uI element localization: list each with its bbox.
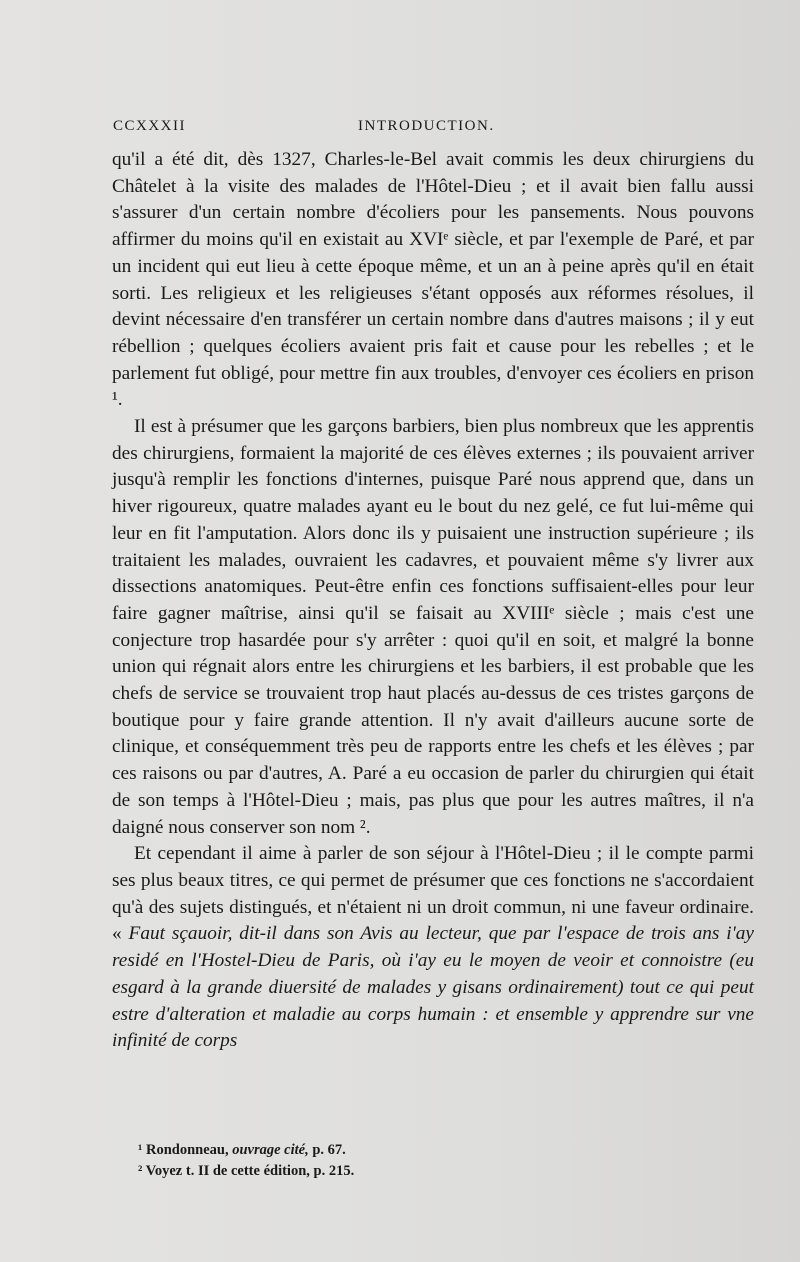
footnote-1 (138, 1140, 698, 1161)
paragraph-1: qu'il a été dit, dès 1327, Charles-le-Bel avait commis les deux chirurgiens du Châtelet à la visite des malades de l'Hôtel-Dieu ; et il avait bien fallu aussi s'assurer d'un certain nombre d'écoliers pour les pansements. Nous pouvons affirmer du moins qu'il en existait au XVIᵉ siècle, et par l'exemple de Paré, et par un incident qui eut lieu à cette époque même, et un an à peine après qu'il en était sorti. Les religieux et les religieuses s'étant opposés aux réformes résolues, il devint nécessaire d'en transférer un certain nombre dans d'autres maisons ; il y eut rébellion ; quelques écoliers avaient pris fait et cause pour les rebelles ; et le parlement fut obligé, pour mettre fin aux troubles, d'envoyer ces écoliers en prison ¹. (112, 149, 754, 411)
footnote-1-page: p. 67. (312, 1142, 346, 1158)
footnote-2-mark: ² (138, 1163, 143, 1179)
paragraph-2: Il est à présumer que les garçons barbiers, bien plus nombreux que les apprentis des chirurgiens, formaient la majorité de ces élèves externes ; ils pouvaient arriver jusqu'à remplir les fonctions d'internes, puisque Paré nous apprend que, dans un hiver rigoureux, quatre malades ayant eu le bout du nez gelé, ce fut lui-même qui leur en fit l'amputation. Alors donc ils y puisaient une instruction supérieure ; ils traitaient les malades, ouvraient les cadavres, et pouvaient même s'y livrer aux dissections anatomiques. Peut-être enfin ces fonctions suffisaient-elles pour leur faire gagner maîtrise, ainsi qu'il se faisait au XVIIIᵉ siècle ; mais c'est une conjecture trop hasardée pour s'y arrêter : quoi qu'il en soit, et malgré la bonne union qui régnait alors entre les chirurgiens et les barbiers, il est probable que les chefs de service se trouvaient trop haut placés au-dessus de ces tristes garçons de boutique pour y faire grande attention. Il n'y avait d'ailleurs aucune sorte de clinique, et conséquemment très peu de rapports entre les chefs et les élèves ; par ces raisons ou par d'autres, A. Paré a eu occasion de parler du chirurgien qui était de son temps à l'Hôtel-Dieu ; mais, pas plus que pour les autres maîtres, il n'a daigné nous conserver son nom ². (112, 416, 754, 838)
paragraph-3-text: Et cependant il aime à parler de son séjour à l'Hôtel-Dieu ; il le compte parmi ses plus beaux titres, ce qui permet de présumer que ces fonctions ne s'accordaient qu'à des sujets distingués, et n'étaient ni un droit commun, ni une faveur ordinaire. « (112, 843, 754, 945)
page-header (113, 118, 753, 138)
footnote-2-text: Voyez t. II de cette édition, p. 215. (145, 1163, 355, 1179)
page-number: CCXXXII (113, 118, 186, 134)
running-title: INTRODUCTION. (358, 118, 495, 134)
footnote-1-source: ouvrage cité, (232, 1142, 309, 1158)
footnote-2 (138, 1161, 698, 1182)
footnotes (138, 1140, 698, 1182)
paragraph-3-quotation: Faut sçauoir, dit-il dans son Avis au lecteur, que par l'espace de trois ans i'ay residé en l'Hostel-Dieu de Paris, où i'ay eu le moyen de veoir et connoistre (eu esgard à la grande diuersité de malades y gisans ordinairement) tout ce qui peut estre d'alteration et maladie au corps humain : et ensemble y apprendre sur vne infinité de corps (112, 923, 754, 1052)
paragraph-3 (112, 841, 754, 1055)
footnote-1-mark: ¹ (138, 1142, 143, 1158)
body-text (112, 147, 754, 1055)
footnote-1-author: Rondonneau, (145, 1142, 229, 1158)
